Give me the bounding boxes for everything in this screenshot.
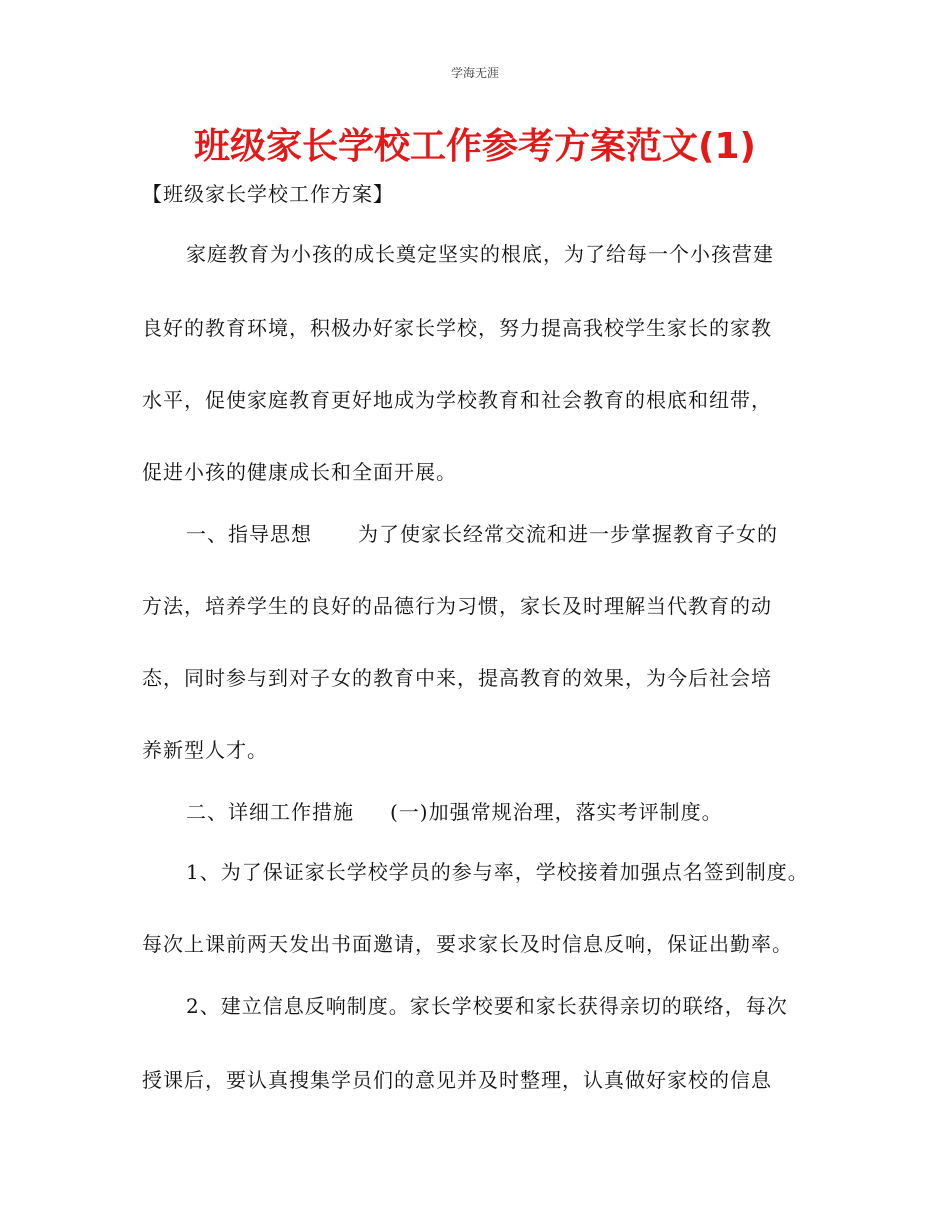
section1-heading: 一、指导思想 — [186, 522, 312, 546]
section2-first-text: (一)加强常规治理，落实考评制度。 — [390, 800, 723, 824]
paragraph-line: 家庭教育为小孩的成长奠定坚实的根底，为了给每一个小孩营建 — [186, 242, 774, 266]
item2-line: 2、建立信息反响制度。家长学校要和家长获得亲切的联络，每次 — [186, 994, 788, 1018]
paragraph-line: 水平，促使家庭教育更好地成为学校教育和社会教育的根底和纽带， — [142, 388, 772, 412]
paragraph-line: 每次上课前两天发出书面邀请，要求家长及时信息反响，保证出勤率。 — [142, 932, 793, 956]
paragraph-line: 方法，培养学生的良好的品德行为习惯，家长及时理解当代教育的动 — [142, 594, 772, 618]
document-subtitle: 【班级家长学校工作方案】 — [142, 182, 394, 206]
page-header: 学海无涯 — [450, 66, 499, 80]
paragraph-line: 良好的教育环境，积极办好家长学校，努力提高我校学生家长的家教 — [142, 316, 772, 340]
section2-heading: 二、详细工作措施 — [186, 800, 354, 824]
document-title: 班级家长学校工作参考方案范文(1) — [194, 126, 756, 167]
paragraph-line: 促进小孩的健康成长和全面开展。 — [142, 460, 457, 484]
section2-line — [186, 798, 723, 826]
section1-line — [186, 520, 778, 548]
paragraph-line: 授课后，要认真搜集学员们的意见并及时整理，认真做好家校的信息 — [142, 1068, 772, 1092]
paragraph-line: 态，同时参与到对子女的教育中来，提高教育的效果，为今后社会培 — [142, 666, 772, 690]
paragraph-line: 养新型人才。 — [142, 738, 268, 762]
section1-first-text: 为了使家长经常交流和进一步掌握教育子女的 — [358, 522, 778, 546]
item1-line: 1、为了保证家长学校学员的参与率，学校接着加强点名签到制度。 — [186, 860, 809, 884]
